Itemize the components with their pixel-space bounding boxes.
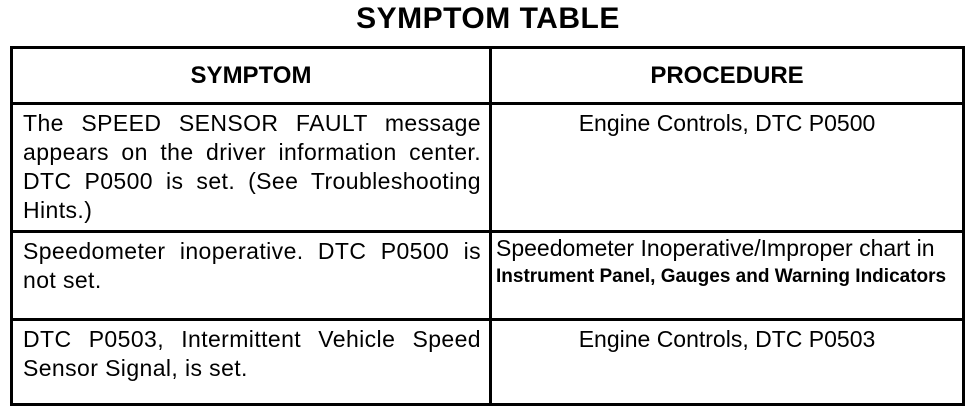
procedure-cell <box>492 233 962 318</box>
procedure-text: Speedometer Inoperative/Improper chart in <box>496 235 935 261</box>
symptom-column-header: SYMPTOM <box>13 49 492 102</box>
table-row <box>13 321 962 403</box>
symptom-cell: The SPEED SENSOR FAULT message appears on the driver information center. DTC P0500 is set. (See Troubleshooting Hints.) <box>13 105 492 230</box>
procedure-cell: Engine Controls, DTC P0500 <box>578 110 876 136</box>
procedure-cell: Engine Controls, DTC P0503 <box>578 326 876 352</box>
symptom-cell: Speedometer inoperative. DTC P0500 is not set. <box>13 233 492 318</box>
page-title: SYMPTOM TABLE <box>356 2 620 35</box>
procedure-column-header: PROCEDURE <box>650 62 804 89</box>
table-row <box>13 105 962 233</box>
table-row <box>13 233 962 321</box>
symptom-cell: DTC P0503, Intermittent Vehicle Speed Sensor Signal, is set. <box>13 321 492 403</box>
table-header-row <box>13 49 962 105</box>
procedure-reference: Instrument Panel, Gauges and Warning Indicators <box>496 266 947 287</box>
symptom-table <box>10 46 965 406</box>
